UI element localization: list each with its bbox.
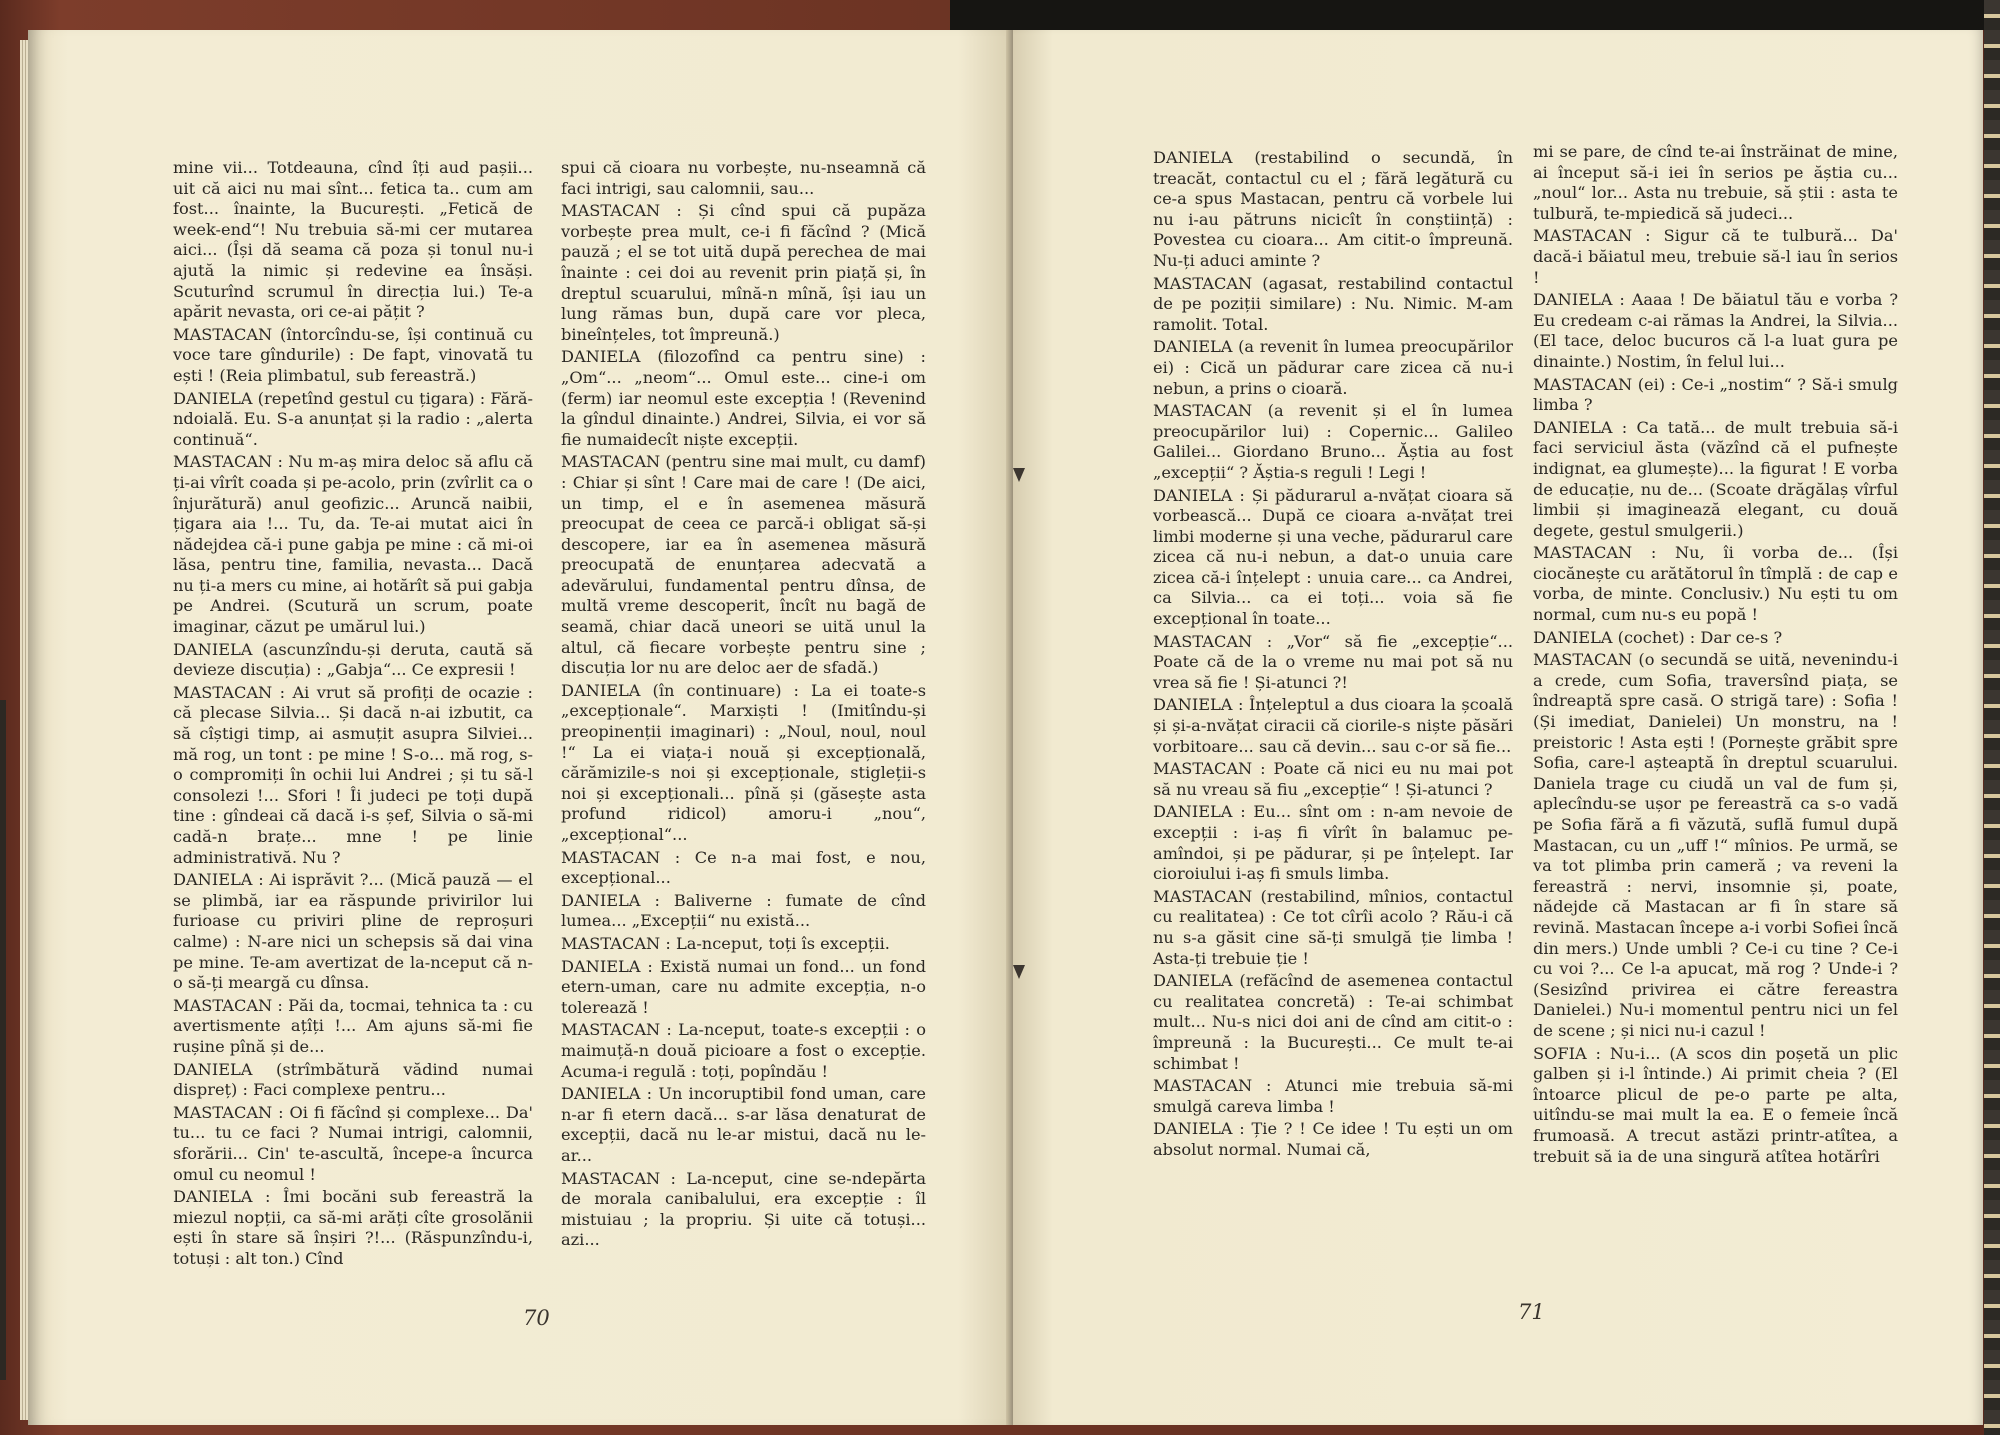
paragraph: MASTACAN (restabilind, mînios, contactul cu realitatea) : Ce tot cîrîi acolo ? Rău-i că nu s-a găsit cine să-ți smulgă ție limba ! Asta-ți trebuie ție !	[1153, 886, 1513, 968]
paragraph: DANIELA (filozofînd ca pentru sine) : „Om“... „neom“... Omul este... cine-i om (ferm) iar neomul este excepția ! (Revenind la gîndul dinainte.) Andrei, Silvia, ei vor să fie numaidecît niște excepții.	[561, 347, 926, 449]
paragraph: MASTACAN (ei) : Ce-i „nostim“ ? Să-i smulg limba ?	[1533, 374, 1898, 415]
paragraph: MASTACAN : Ai vrut să profiți de ocazie : că plecase Silvia... Și dacă n-ai izbutit, ca să cîștigi timp, ai asmuțit asupra Silviei... mă rog, un tont : pe mine ! S-o... mă rog, s-o compromiți în ochii lui Andrei ; și tu să-l consolezi !... Sfori ! Îi judeci pe toți după tine : gîndeai că dacă i-s șef, Silvia o să-mi cadă-n brațe... mne ! pe linie administrativă. Nu ?	[173, 682, 533, 867]
right-page	[1013, 30, 1983, 1425]
paragraph: DANIELA (în continuare) : La ei toate-s „excepționale“. Marxiști ! (Imitîndu-și preopinenții imaginari) : „Noul, noul, noul !“ La ei viața-i nouă și excepțională, cărămizile-s noi și excepționale, stigleții-s noi și excepționali... pînă și (găsește asta profund ridicol) amoru-i „nou“, „excepțional“...	[561, 680, 926, 844]
paragraph: DANIELA (a revenit în lumea preocupărilor ei) : Cică un pădurar care zicea că nu-i nebun, a prins o cioară.	[1153, 337, 1513, 398]
paragraph: MASTACAN : Nu, îi vorba de... (Își ciocănește cu arătătorul în tîmplă : de cap e vorba, de minte. Conclusiv.) Nu ești tu om normal, cum nu-s eu popă !	[1533, 543, 1898, 625]
left-page-column-1	[173, 158, 533, 1271]
paragraph: MASTACAN : La-nceput, toate-s excepții : o maimuță-n două picioare a fost o excepție. Acuma-i regulă : toți, popîndău !	[561, 1020, 926, 1081]
paragraph: DANIELA : Și pădurarul a-nvățat cioara să vorbească... După ce cioara a-nvățat trei limbi moderne și una veche, pădurarul care zicea că nu-i nebun, a dat-o unuia care zicea că-i înțelept : unuia care... ca Andrei, ca Silvia... ca ei toți... voia să fie excepțional în toate...	[1153, 485, 1513, 629]
paragraph: DANIELA (repetînd gestul cu țigara) : Fără-ndoială. Eu. S-a anunțat și la radio : „alerta continuă“.	[173, 388, 533, 449]
paragraph: spui că cioara nu vorbește, nu-nseamnă că faci intrigi, sau calomnii, sau...	[561, 158, 926, 198]
paragraph: MASTACAN (pentru sine mai mult, cu damf) : Chiar și sînt ! Care mai de care ! (De aici, un timp, el e în asemenea măsură preocupat de ceea ce parcă-i obligat să-și descopere, iar ea în asemenea măsură preocupată de enunțarea adecvată a adevărului, fundamental pentru dînsa, de multă vreme descoperit, încît nu bagă de seamă, chiar dacă uneori se uită unul la altul, că fiecare vorbește pentru sine ; discuția lor nu are deloc aer de sfadă.)	[561, 452, 926, 678]
paragraph: MASTACAN : Și cînd spui că pupăza vorbește prea mult, ce-i fi făcînd ? (Mică pauză ; el se tot uită după perechea de mai înainte : cei doi au revenit prin piață și, în dreptul scuarului, mînă-n mînă, își iau un lung rămas bun, după care vor pleca, bineînțeles, tot împreună.)	[561, 201, 926, 344]
paragraph: MASTACAN : Oi fi făcînd și complexe... Da' tu... tu ce faci ? Numai intrigi, calomnii, sforării... Cin' te-ascultă, începe-a încurca omul cu neomul !	[173, 1102, 533, 1184]
right-page-column-1	[1153, 148, 1513, 1163]
paragraph: DANIELA : Ai isprăvit ?... (Mică pauză — el se plimbă, iar ea răspunde privirilor lui furioase cu priviri pline de reproșuri calme) : N-are nici un schepsis să dai vina pe mine. Te-am avertizat de la-nceput că n-o să-ți meargă cu dînsa.	[173, 870, 533, 993]
left-page	[28, 30, 1013, 1425]
left-page-column-2	[561, 158, 926, 1253]
paragraph: DANIELA (restabilind o secundă, în treacăt, contactul cu el ; fără legătură cu ce-a spus Mastacan, pentru că vorbele lui nu i-au pătruns nicicît în conștiință) : Povestea cu cioara... Am citit-o împreună. Nu-ți aduci aminte ?	[1153, 148, 1513, 270]
paragraph: MASTACAN : Păi da, tocmai, tehnica ta : cu avertismente ațîți !... Am ajuns să-mi fie rușine pînă și de...	[173, 995, 533, 1056]
paragraph: DANIELA (cochet) : Dar ce-s ?	[1533, 627, 1783, 647]
paragraph: MASTACAN : Sigur că te tulbură... Da' dacă-i băiatul meu, trebuie să-l iau în serios !	[1533, 226, 1898, 287]
paragraph: DANIELA (refăcînd de asemenea contactul cu realitatea concretă) : Te-ai schimbat mult... Nu-s nici doi ani de cînd am citit-o : împreună : la București... Ce mult te-ai schimbat !	[1153, 971, 1513, 1073]
paragraph: MASTACAN : Poate că nici eu nu mai pot să nu vreau să fiu „excepție“ ! Și-atunci ?	[1153, 759, 1513, 799]
paragraph: MASTACAN : La-nceput, toți îs excepții.	[561, 933, 890, 953]
paragraph: MASTACAN (agasat, restabilind contactul de pe poziții similare) : Nu. Nimic. M-am ramolit. Total.	[1153, 273, 1513, 334]
paragraph: mine vii... Totdeauna, cînd îți aud pașii... uit că aici nu mai sînt... fetica ta.. cum am fost... înainte, la București. „Fetică de week-end“! Nu trebuia să-mi cer mutarea aici... (Își dă seama că poza și tonul nu-i ajută la nimic și redevine ea însăși. Scuturînd scrumul în direcția lui.) Te-a apărit nevasta, ori ce-ai pățit ?	[173, 158, 533, 322]
paragraph: DANIELA : Aaaa ! De băiatul tău e vorba ? Eu credeam c-ai rămas la Andrei, la Silvia... (El tace, deloc bucuros că l-a luat gura pe dinainte.) Nostim, în felul lui...	[1533, 290, 1898, 371]
page-number: 70	[523, 1306, 550, 1330]
paragraph: MASTACAN : Ce n-a mai fost, e nou, excepțional...	[561, 847, 926, 888]
gutter-marker-icon	[1013, 468, 1025, 482]
paragraph: DANIELA : Un incoruptibil fond uman, care n-ar fi etern dacă... s-ar lăsa denaturat de excepții, dacă nu le-ar mistui, dacă nu le-ar...	[561, 1084, 926, 1165]
paragraph: MASTACAN (întorcîndu-se, își continuă cu voce tare gîndurile) : De fapt, vinovată tu ești ! (Reia plimbatul, sub fereastră.)	[173, 324, 533, 385]
paragraph: DANIELA (ascunzîndu-și deruta, caută să devieze discuția) : „Gabja“... Ce expresii !	[173, 639, 533, 680]
page-number: 71	[1518, 1300, 1545, 1324]
paragraph: SOFIA : Nu-i... (A scos din poșetă un plic galben și i-l întinde.) Ai primit cheia ? (El întoarce plicul de pe-o parte pe alta, uitîndu-se mai mult la ea. E o femeie încă frumoasă. A trecut astăzi printr-atîtea, a trebuit să ia de una singură atîtea hotărîri	[1533, 1043, 1898, 1166]
paragraph: MASTACAN (o secundă se uită, nevenindu-i a crede, cum Sofia, traversînd piața, se îndreaptă spre casă. O strigă tare) : Sofia ! (Și imediat, Danielei) Un monstru, na ! preistoric ! Asta ești ! (Pornește grăbit spre Sofia, care-l așteaptă în dreptul scuarului. Daniela trage cu ciudă un val de fum și, aplecîndu-se ușor pe fereastră ca s-o vadă pe Sofia fără a fi văzută, suflă fumul după Mastacan, cu un „uff !“ mînios. Pe urmă, se va tot plimba prin cameră ; va reveni la fereastră : nervi, insomnie și, poate, nădejde că Mastacan ar fi în stare să revină. Mastacan începe a-i vorbi Sofiei încă din mers.) Unde umbli ? Ce-i cu tine ? Ce-i cu voi ?... Ce l-a apucat, mă rog ? Unde-i ? (Sesizînd privirea ei către fereastra Danielei.) Nu-i momentul pentru nici un fel de scene ; și nici nu-i cazul !	[1533, 650, 1898, 1040]
paragraph: mi se pare, de cînd te-ai înstrăinat de mine, ai început să-i iei în serios pe ăștia cu... „noul“ lor... Asta nu trebuie, să știi : asta te tulbură, te-mpiedică să judeci...	[1533, 142, 1898, 223]
paragraph: DANIELA : Baliverne : fumate de cînd lumea... „Excepții“ nu există...	[561, 890, 926, 931]
paragraph: MASTACAN : Atunci mie trebuia să-mi smulgă careva limba !	[1153, 1076, 1513, 1116]
paragraph: MASTACAN : „Vor“ să fie „excepție“... Poate că de la o vreme nu mai pot să nu vrea să fie ! Și-atunci ?!	[1153, 631, 1513, 692]
paragraph: MASTACAN : Nu m-aș mira deloc să aflu că ți-ai vîrît coada și pe-acolo, prin (zvîrlit ca o înjurătură) anul geofizic... Aruncă naibii, țigara aia !... Tu, da. Te-ai mutat aici în nădejdea că-i pune gabja pe mine : că mi-oi lăsa, pentru tine, familia, nevasta... Dacă nu ți-a mers cu mine, ai hotărît să pui gabja pe Andrei. (Scutură un scrum, poate imaginar, căzut pe umărul lui.)	[173, 452, 533, 637]
paragraph: DANIELA : Eu... sînt om : n-am nevoie de excepții : i-aș fi vîrît în balamuc pe-amîndoi, și pe pădurar, și pe înțelept. Iar cioroiului i-aș fi smuls limba.	[1153, 802, 1513, 884]
page-edges-right	[1984, 0, 2000, 1435]
paragraph: DANIELA (strîmbătură vădind numai dispreț) : Faci complexe pentru...	[173, 1059, 533, 1100]
paragraph: MASTACAN (a revenit și el în lumea preocupărilor lui) : Copernic... Galileo Galilei... Giordano Bruno... Ăștia au fost „excepții“ ? Ăștia-s reguli ! Legi !	[1153, 401, 1513, 482]
paragraph: MASTACAN : La-nceput, cine se-ndepărta de morala canibalului, era excepție : îl mistuiau ; la propriu. Și uite că totuși... azi...	[561, 1168, 926, 1250]
cover-edge	[0, 700, 6, 1380]
right-page-column-2	[1533, 142, 1898, 1169]
paragraph: DANIELA : Ca tată... de mult trebuia să-i faci serviciul ăsta (văzînd că el pufnește indignat, ea glumește)... la figurat ! E vorba de educație, nu de... (Scoate drăgălaș vîrful limbii și imaginează elegant, cu două degete, gestul smulgerii.)	[1533, 417, 1898, 540]
gutter-marker-icon	[1013, 965, 1025, 979]
paragraph: DANIELA : Există numai un fond... un fond etern-uman, care nu admite excepția, n-o tolerează !	[561, 956, 926, 1017]
paragraph: DANIELA : Înțeleptul a dus cioara la școală și și-a-nvățat ciracii că ciorile-s niște păsări vorbitoare... sau că devin... sau c-or să fie...	[1153, 695, 1513, 756]
background-surface	[950, 0, 2000, 30]
paragraph: DANIELA : Îmi bocăni sub fereastră la miezul nopții, ca să-mi arăți cîte grosolănii ești în stare să înșiri ?!... (Răspunzîndu-i, totuși : alt ton.) Cînd	[173, 1187, 533, 1268]
paragraph: DANIELA : Ție ? ! Ce idee ! Tu ești un om absolut normal. Numai că,	[1153, 1119, 1513, 1159]
